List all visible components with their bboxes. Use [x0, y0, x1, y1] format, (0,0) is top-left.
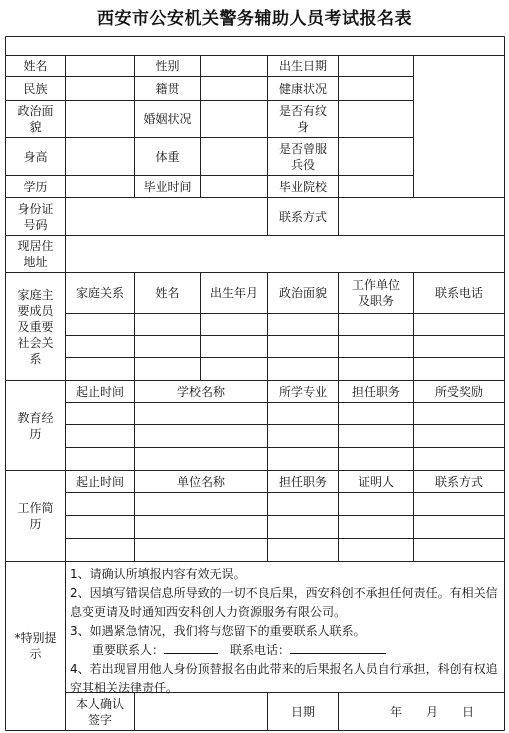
family-header-relation: 家庭关系: [75, 286, 124, 300]
note-line-1: 1、请确认所填报内容有效无误。: [70, 567, 246, 581]
work-header-position: 担任职务: [278, 474, 327, 489]
note-line-4: 4、若出现冒用他人身份顶替报名由此带来的后果报名人员自行承担，科创有权追究其相关法律责任。: [70, 662, 498, 695]
section-education: 教育经 历: [17, 410, 54, 441]
form-title: 西安市公安机关警务辅助人员考试报名表: [97, 9, 412, 29]
date-label: 日期: [290, 704, 315, 719]
family-header-birth: 出生年月: [209, 286, 258, 300]
note-line-2: 2、因填写错误信息所导致的一切不良后果，西安科创不承担任何责任。有相关信息变更请及时通知西安科创人力资源服务有限公司。: [70, 586, 498, 619]
label-weight: 体重: [155, 149, 180, 164]
label-grad-time: 毕业时间: [143, 179, 192, 194]
edu-header-school: 学校名称: [176, 384, 225, 399]
family-header-name: 姓名: [155, 286, 180, 300]
label-address: 现居住 地址: [17, 239, 54, 269]
work-header-period: 起止时间: [75, 474, 124, 489]
section-work: 工作简 历: [17, 501, 54, 531]
emergency-phone-label: 联系电话：: [230, 643, 291, 657]
emergency-phone-blank[interactable]: [290, 641, 386, 654]
signature-label: 本人确认 签字: [75, 696, 124, 727]
family-header-phone: 联系电话: [434, 286, 483, 300]
label-contact: 联系方式: [278, 209, 327, 224]
emergency-contact-label: 重要联系人：: [92, 643, 165, 657]
label-tattoo: 是否有纹 身: [278, 104, 327, 134]
emergency-contact-line: [70, 641, 504, 660]
family-header-political: 政治面貌: [278, 286, 327, 300]
edu-header-awards: 所受奖励: [434, 384, 483, 399]
edu-header-major: 所学专业: [278, 384, 327, 399]
family-header-employer: 工作单位 及职务: [351, 278, 400, 308]
label-height: 身高: [23, 149, 48, 164]
label-marital: 婚姻状况: [143, 112, 192, 126]
label-political-status: 政治面 貌: [17, 104, 54, 134]
edu-header-position: 担任职务: [351, 384, 400, 399]
signature-field[interactable]: [135, 693, 267, 730]
label-birth-date: 出生日期: [278, 59, 327, 73]
emergency-contact-blank[interactable]: [164, 641, 218, 654]
label-name: 姓名: [23, 59, 48, 73]
section-notes: *特别提 示: [14, 631, 57, 661]
date-value: 年 月 日: [389, 704, 474, 719]
label-education: 学历: [23, 179, 48, 194]
label-health: 健康状况: [278, 81, 327, 96]
edu-header-period: 起止时间: [75, 384, 124, 399]
label-grad-school: 毕业院校: [278, 179, 327, 194]
work-header-employer: 单位名称: [176, 474, 225, 489]
label-native-place: 籍贯: [155, 81, 180, 96]
label-military: 是否曾服 兵役: [278, 141, 327, 172]
label-id-number: 身份证 号码: [17, 201, 54, 232]
note-line-3: 3、如遇紧急情况，我们将与您留下的重要联系人联系。: [70, 624, 366, 638]
label-gender: 性别: [155, 59, 180, 73]
label-ethnicity: 民族: [23, 81, 48, 96]
notes-content: [70, 565, 504, 698]
work-header-contact: 联系方式: [434, 474, 483, 489]
work-header-reference: 证明人: [357, 474, 394, 489]
section-family: 家庭主 要成员 及重要 社会关 系: [17, 287, 54, 366]
